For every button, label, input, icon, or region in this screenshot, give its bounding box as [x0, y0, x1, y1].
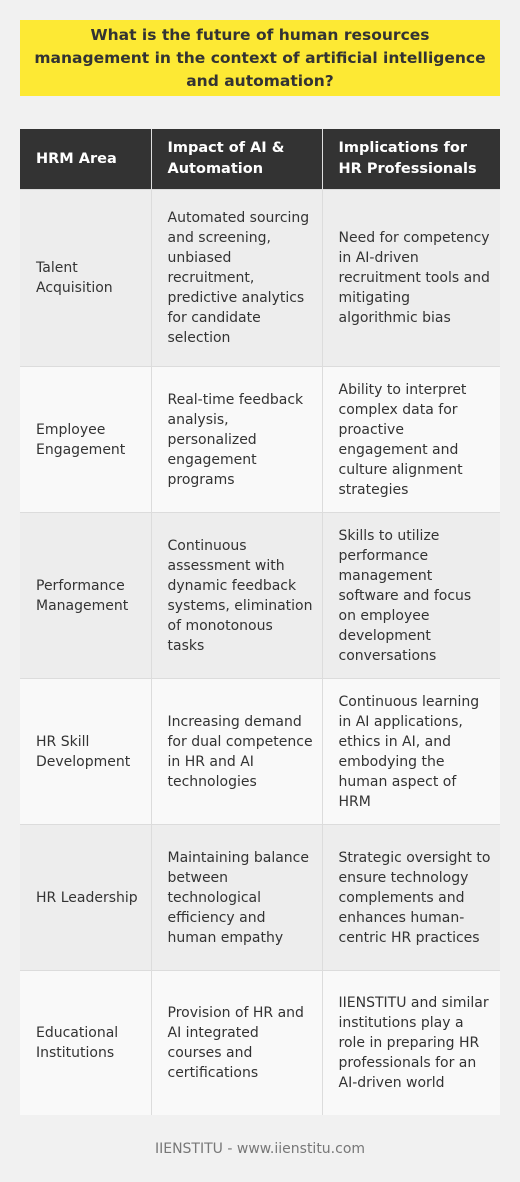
title-banner: [20, 20, 500, 96]
cell-area: HR Skill Development: [20, 679, 151, 825]
cell-implications: Continuous learning in AI applications, ethics in AI, and embodying the human aspect of HRM: [322, 679, 500, 825]
cell-implications: Strategic oversight to ensure technology complements and enhances human-centric HR practices: [322, 825, 500, 971]
header-implications: Implications for HR Professionals: [322, 129, 500, 190]
table-row: [20, 190, 500, 367]
table-row: [20, 513, 500, 679]
table-header-row: [20, 129, 500, 190]
footer-credit: IIENSTITU - www.iienstitu.com: [154, 1141, 366, 1157]
table-row: [20, 971, 500, 1116]
cell-implications: Need for competency in AI-driven recruitment tools and mitigating algorithmic bias: [322, 190, 500, 367]
cell-impact: Increasing demand for dual competence in HR and AI technologies: [151, 679, 322, 825]
table-row: [20, 825, 500, 971]
table-row: [20, 679, 500, 825]
cell-implications: Ability to interpret complex data for proactive engagement and culture alignment strategies: [322, 367, 500, 513]
cell-impact: Real-time feedback analysis, personalized engagement programs: [151, 367, 322, 513]
cell-impact: Maintaining balance between technological efficiency and human empathy: [151, 825, 322, 971]
page-title: What is the future of human resources management in the context of artificial intelligence and automation?: [34, 25, 486, 90]
cell-area: Educational Institutions: [20, 971, 151, 1116]
cell-impact: Automated sourcing and screening, unbiased recruitment, predictive analytics for candidate selection: [151, 190, 322, 367]
header-hrm-area: HRM Area: [20, 129, 151, 190]
header-impact: Impact of AI & Automation: [151, 129, 322, 190]
hrm-table: [20, 129, 500, 1115]
cell-impact: Provision of HR and AI integrated courses and certifications: [151, 971, 322, 1116]
cell-area: HR Leadership: [20, 825, 151, 971]
cell-impact: Continuous assessment with dynamic feedback systems, elimination of monotonous tasks: [151, 513, 322, 679]
cell-area: Performance Management: [20, 513, 151, 679]
cell-area: Employee Engagement: [20, 367, 151, 513]
table-row: [20, 367, 500, 513]
cell-area: Talent Acquisition: [20, 190, 151, 367]
cell-implications: IIENSTITU and similar institutions play a role in preparing HR professionals for an AI-driven world: [322, 971, 500, 1116]
cell-implications: Skills to utilize performance management software and focus on employee development conversations: [322, 513, 500, 679]
